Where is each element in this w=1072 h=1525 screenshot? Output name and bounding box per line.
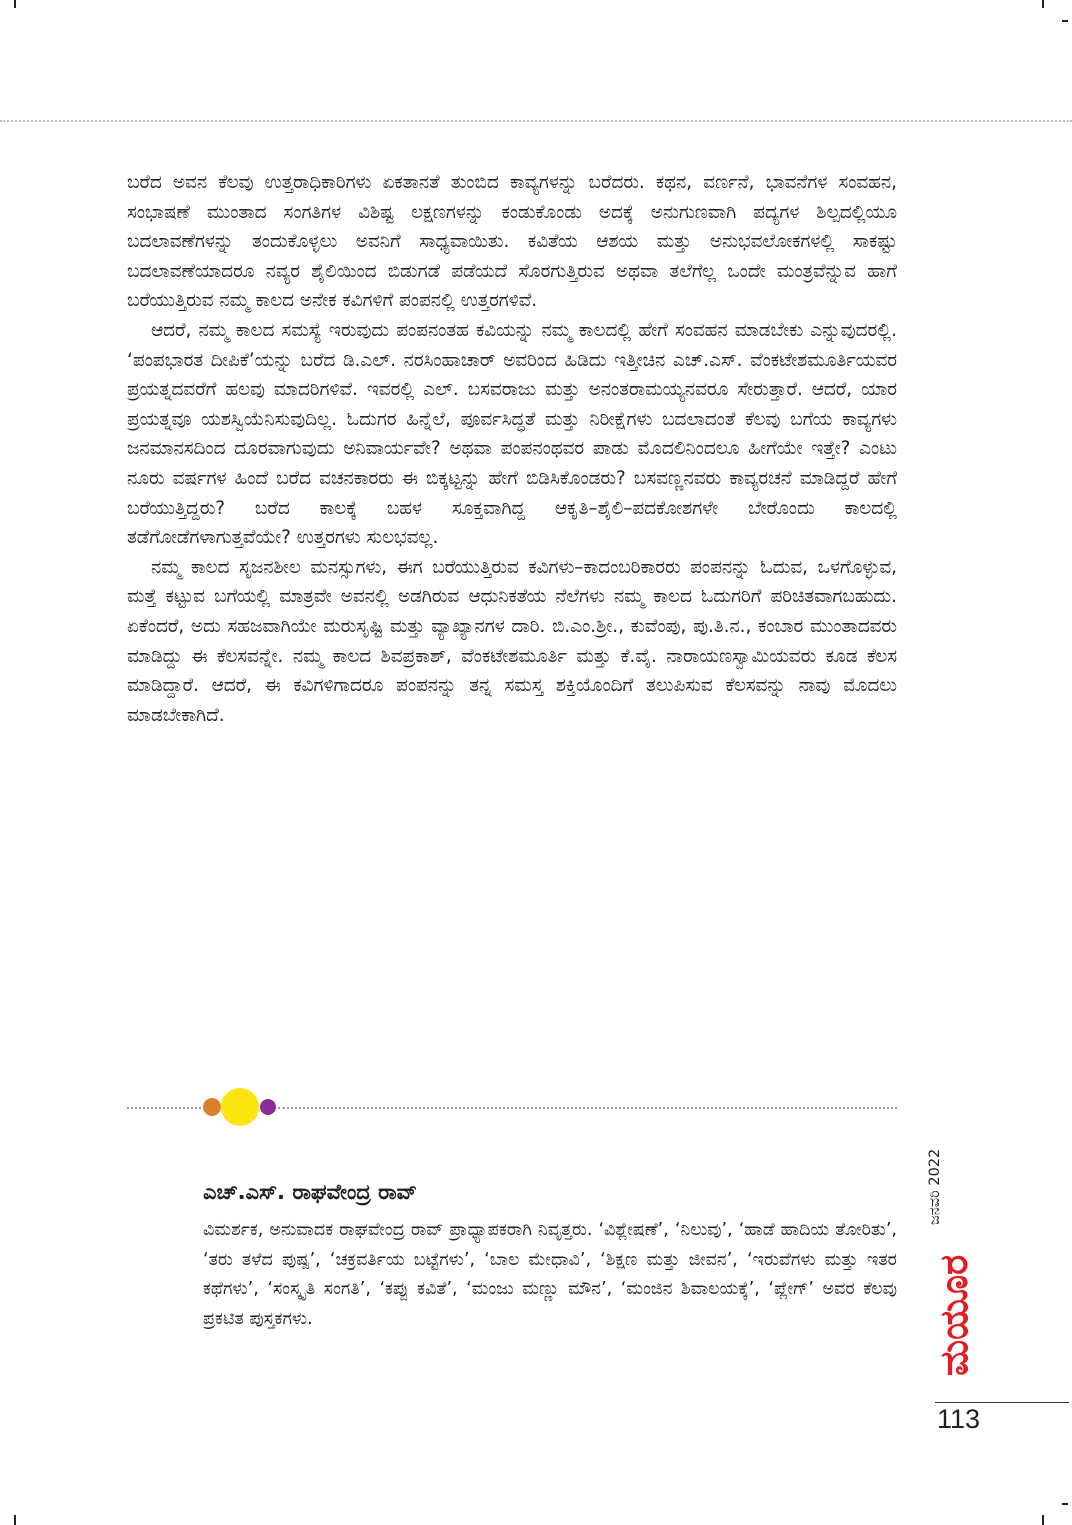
divider-line-left bbox=[127, 1107, 205, 1109]
author-bio: ವಿಮರ್ಶಕ, ಅನುವಾದಕ ರಾಘವೇಂದ್ರ ರಾವ್ ಪ್ರಾಧ್ಯಾಪಕರಾಗಿ ನಿವೃತ್ತರು. ‘ವಿಶ್ಲೇಷಣೆ’, ‘ನಿಲುವು’, ‘ಹಾಡೆ ಹಾದಿಯ ತೋರಿತು’, ‘ತರು ತಳೆದ ಪುಷ್ಪ’, ‘ಚಕ್ರವರ್ತಿಯ ಬಟ್ಟೆಗಳು’, ‘ಬಾಲ ಮೇಧಾವಿ’, ‘ಶಿಕ್ಷಣ ಮತ್ತು ಜೀವನ’, ‘ಇರುವೆಗಳು ಮತ್ತು ಇತರ ಕಥೆಗಳು’, ‘ಸಂಸ್ಕೃತಿ ಸಂಗತಿ’, ‘ಕಪ್ಪು ಕವಿತೆ’, ‘ಮಂಜು ಮಣ್ಣು ಮೌನ’, ‘ಮಂಜಿನ ಶಿವಾಲಯಕ್ಕೆ’, ‘ಪ್ಲೇಗ್’ ಅವರ ಕೆಲವು ಪ್ರಕಟಿತ ಪುಸ್ತಕಗಳು. bbox=[203, 1220, 897, 1329]
paragraph-2: ಆದರೆ, ನಮ್ಮ ಕಾಲದ ಸಮಸ್ಯೆ ಇರುವುದು ಪಂಪನಂತಹ ಕವಿಯನ್ನು ನಮ್ಮ ಕಾಲದಲ್ಲಿ ಹೇಗೆ ಸಂವಹನ ಮಾಡಬೇಕು ಎನ್ನುವುದರಲ್ಲಿ. ‘ಪಂಪಭಾರತ ದೀಪಿಕೆ’ಯನ್ನು ಬರೆದ ಡಿ.ಎಲ್. ನರಸಿಂಹಾಚಾರ್ ಅವರಿಂದ ಹಿಡಿದು ಇತ್ತೀಚಿನ ಎಚ್.ಎಸ್. ವೆಂಕಟೇಶಮೂರ್ತಿಯವರ ಪ್ರಯತ್ನದವರೆಗೆ ಹಲವು ಮಾದರಿಗಳಿವೆ. ಇವರಲ್ಲಿ ಎಲ್. ಬಸವರಾಜು ಮತ್ತು ಅನಂತರಾಮಯ್ಯನವರೂ ಸೇರುತ್ತಾರೆ. ಆದರೆ, ಯಾರ ಪ್ರಯತ್ನವೂ ಯಶಸ್ವಿಯೆನಿಸುವುದಿಲ್ಲ. ಓದುಗರ ಹಿನ್ನೆಲೆ, ಪೂರ್ವಸಿದ್ಧತೆ ಮತ್ತು ನಿರೀಕ್ಷೆಗಳು ಬದಲಾದಂತೆ ಕೆಲವು ಬಗೆಯ ಕಾವ್ಯಗಳು ಜನಮಾನಸದಿಂದ ದೂರವಾಗುವುದು ಅನಿವಾರ್ಯವೇ? ಅಥವಾ ಪಂಪನಂಥವರ ಪಾಡು ಮೊದಲಿನಿಂದಲೂ ಹೀಗೆಯೇ ಇತ್ತೇ? ಎಂಟು ನೂರು ವರ್ಷಗಳ ಹಿಂದೆ ಬರೆದ ವಚನಕಾರರು ಈ ಬಿಕ್ಕಟ್ಟನ್ನು ಹೇಗೆ ಬಿಡಿಸಿಕೊಂಡರು? ಬಸವಣ್ಣನವರು ಕಾವ್ಯರಚನೆ ಮಾಡಿದ್ದರೆ ಹೇಗೆ ಬರೆಯುತ್ತಿದ್ದರು? ಬರೆದ ಕಾಲಕ್ಕೆ ಬಹಳ ಸೂಕ್ತವಾಗಿದ್ದ ಆಕೃತಿ–ಶೈಲಿ–ಪದಕೋಶಗಳೇ ಬೇರೊಂದು ಕಾಲದಲ್ಲಿ ತಡೆಗೋಡೆಗಳಾಗುತ್ತವೆಯೇ? ಉತ್ತರಗಳು ಸುಲಭವಲ್ಲ. bbox=[127, 319, 897, 549]
crop-mark-bottom-right bbox=[1042, 1515, 1044, 1525]
paragraph-3: ನಮ್ಮ ಕಾಲದ ಸೃಜನಶೀಲ ಮನಸ್ಸುಗಳು, ಈಗ ಬರೆಯುತ್ತಿರುವ ಕವಿಗಳು–ಕಾದಂಬರಿಕಾರರು ಪಂಪನನ್ನು ಓದುವ, ಒಳಗೊಳ್ಳುವ, ಮತ್ತೆ ಕಟ್ಟುವ ಬಗೆಯಲ್ಲಿ ಮಾತ್ರವೇ ಅವನಲ್ಲಿ ಅಡಗಿರುವ ಆಧುನಿಕತೆಯ ನೆಲೆಗಳು ನಮ್ಮ ಕಾಲದ ಓದುಗರಿಗೆ ಪರಿಚಿತವಾಗಬಹುದು. ಏಕೆಂದರೆ, ಅದು ಸಹಜವಾಗಿಯೇ ಮರುಸೃಷ್ಟಿ ಮತ್ತು ವ್ಯಾಖ್ಯಾನಗಳ ದಾರಿ. ಬಿ.ಎಂ.ಶ್ರೀ., ಕುವೆಂಪು, ಪು.ತಿ.ನ., ಕಂಬಾರ ಮುಂತಾದವರು ಮಾಡಿದ್ದು ಈ ಕೆಲಸವನ್ನೇ. ನಮ್ಮ ಕಾಲದ ಶಿವಪ್ರಕಾಶ್, ವೆಂಕಟೇಶಮೂರ್ತಿ ಮತ್ತು ಕೆ.ವೈ. ನಾರಾಯಣಸ್ವಾಮಿಯವರು ಕೂಡ ಕೆಲಸ ಮಾಡಿದ್ದಾರೆ. ಆದರೆ, ಈ ಕವಿಗಳಿಗಾದರೂ ಪಂಪನನ್ನು ತನ್ನ ಸಮಸ್ತ ಶಕ್ತಿಯೊಂದಿಗೆ ತಲುಪಿಸುವ ಕೆಲಸವನ್ನು ನಾವು ಮೊದಲು ಮಾಡಬೇಕಾಗಿದೆ. bbox=[127, 556, 897, 726]
crop-mark-bottom-right-edge bbox=[1062, 1503, 1068, 1505]
crop-mark-top-right-edge bbox=[1062, 20, 1068, 22]
divider-dot-orange bbox=[203, 1098, 221, 1116]
crop-mark-top-right bbox=[1042, 0, 1044, 8]
paragraph-1: ಬರೆದ ಅವನ ಕೆಲವು ಉತ್ತರಾಧಿಕಾರಿಗಳು ಏಕತಾನತೆ ತುಂಬಿದ ಕಾವ್ಯಗಳನ್ನು ಬರೆದರು. ಕಥನ, ವರ್ಣನೆ, ಭಾವನೆಗಳ ಸಂವಹನ, ಸಂಭಾಷಣೆ ಮುಂತಾದ ಸಂಗತಿಗಳ ವಿಶಿಷ್ಟ ಲಕ್ಷಣಗಳನ್ನು ಕಂಡುಕೊಂಡು ಅದಕ್ಕೆ ಅನುಗುಣವಾಗಿ ಪದ್ಯಗಳ ಶಿಲ್ಪದಲ್ಲಿಯೂ ಬದಲಾವಣೆಗಳನ್ನು ತಂದುಕೊಳ್ಳಲು ಅವನಿಗೆ ಸಾಧ್ಯವಾಯಿತು. ಕವಿತೆಯ ಆಶಯ ಮತ್ತು ಅನುಭವಲೋಕಗಳಲ್ಲಿ ಸಾಕಷ್ಟು ಬದಲಾವಣೆಯಾದರೂ ನವ್ಯರ ಶೈಲಿಯಿಂದ ಬಿಡುಗಡೆ ಪಡೆಯದೆ ಸೊರಗುತ್ತಿರುವ ಅಥವಾ ತಲೆಗೆಲ್ಲ ಒಂದೇ ಮಂತ್ರವೆನ್ನುವ ಹಾಗೆ ಬರೆಯುತ್ತಿರುವ ನಮ್ಮ ಕಾಲದ ಅನೇಕ ಕವಿಗಳಿಗೆ ಪಂಪನಲ್ಲಿ ಉತ್ತರಗಳಿವೆ. bbox=[127, 172, 897, 312]
page-number: 113 bbox=[937, 1404, 981, 1434]
crop-mark-top-left bbox=[14, 0, 16, 8]
magazine-brand: ಮಯೂರ bbox=[932, 1254, 976, 1376]
divider-dot-purple bbox=[260, 1099, 276, 1115]
author-name: ಎಚ್‌.ಎಸ್‌. ರಾಘವೇಂದ್ರ ರಾವ್ bbox=[203, 1180, 417, 1204]
issue-date: ಜನವರಿ 2022 bbox=[927, 1148, 943, 1225]
article-body bbox=[127, 168, 897, 730]
top-dotted-rule bbox=[0, 120, 1072, 122]
divider-line-right bbox=[278, 1107, 897, 1109]
crop-mark-bottom-left bbox=[14, 1515, 16, 1525]
divider-dot-yellow bbox=[221, 1088, 259, 1126]
